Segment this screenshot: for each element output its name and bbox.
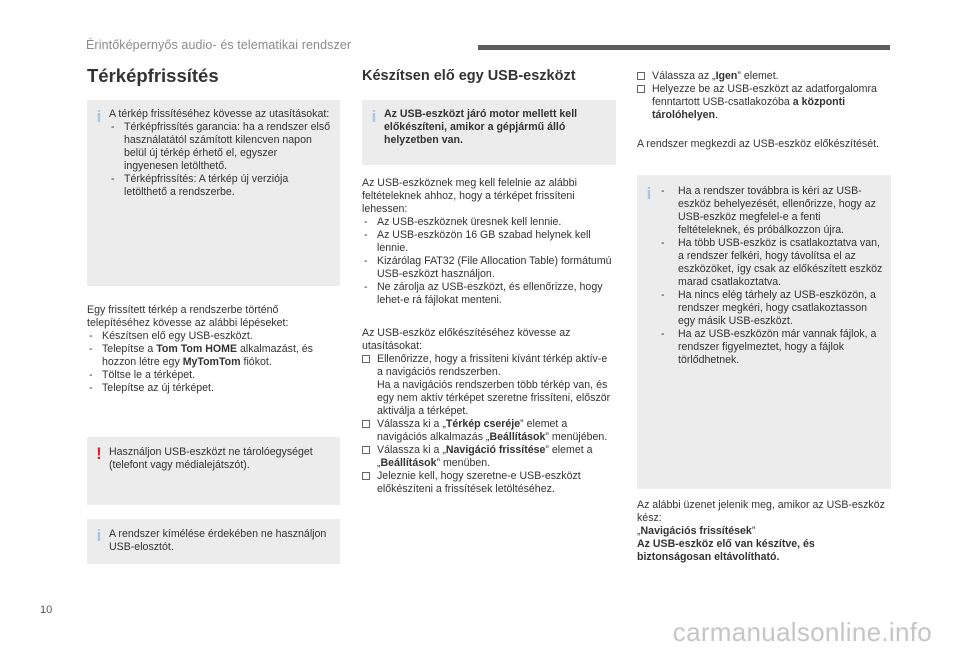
section-title-prepare-usb: Készítsen elő egy USB-eszközt — [362, 68, 576, 84]
info-box-troubleshoot — [637, 175, 891, 489]
info-box-item: - Térképfrissítés: A térkép új verziója letölthető a rendszerbe. — [109, 173, 334, 199]
header-rule — [478, 45, 890, 50]
info-text: Az USB-eszközt járó motor mellett kell előkészíteni, amikor a gépjármű álló helyzetben van. — [384, 108, 578, 146]
section-title-map-update: Térképfrissítés — [87, 65, 219, 86]
column-prepare-usb — [362, 64, 616, 496]
usb-requirement: - Az USB-eszközön 16 GB szabad helynek kell lennie. — [362, 229, 616, 255]
troubleshoot-item: - Ha több USB-eszköz is csatlakoztatva van, a rendszer felkéri, hogy távolítsa el az eszközöket, így csak az előkészített eszköz marad csatlakoztatva. — [659, 237, 885, 289]
info-icon: i — [96, 526, 102, 545]
running-header: Érintőképernyős audio- és telematikai rendszer — [86, 38, 352, 52]
warning-text: Használjon USB-eszközt ne tárolóegységet (telefont vagy médialejátszót). — [109, 446, 313, 471]
checkbox-icon — [362, 446, 370, 454]
usb-prep-start: A rendszer megkezdi az USB-eszköz előkészítését. — [637, 138, 879, 150]
info-icon: i — [96, 107, 102, 126]
usb-prep-step: Helyezze be az USB-eszközt az adatforgalomra fenntartott USB-csatlakozóba a központi tárolóhelyen. — [637, 83, 891, 122]
checkbox-icon — [362, 420, 370, 428]
info-box-intro: A térkép frissítéséhez kövesse az utasításokat: — [109, 108, 330, 120]
page-number: 10 — [40, 604, 53, 616]
checkbox-icon — [362, 355, 370, 363]
install-step: - Készítsen elő egy USB-eszközt. — [87, 330, 340, 343]
install-step: - Töltse le a térképet. — [87, 369, 340, 382]
final-message-intro: Az alábbi üzenet jelenik meg, amikor az USB-eszköz kész: — [637, 499, 885, 524]
checkbox-icon — [637, 72, 645, 80]
info-icon: i — [646, 184, 652, 203]
final-message-title: „Navigációs frissítések” — [637, 525, 756, 537]
usb-requirement: - Az USB-eszköznek üresnek kell lennie. — [362, 216, 616, 229]
warning-box-usb — [87, 437, 340, 505]
usb-requirement: - Ne zárolja az USB-eszközt, és ellenőrizze, hogy lehet-e rá fájlokat menteni. — [362, 281, 616, 307]
checkbox-icon — [362, 472, 370, 480]
info-box-usb-hub — [87, 519, 340, 564]
checkbox-icon — [637, 85, 645, 93]
usb-requirement: - Kizárólag FAT32 (File Allocation Table) formátumú USB-eszközt használjon. — [362, 255, 616, 281]
info-box-map-update — [87, 100, 340, 286]
watermark: carmanualsonline.info — [672, 617, 932, 647]
usb-prep-step: Válassza az „Igen” elemet. — [637, 70, 891, 83]
usb-prep-step: Jelezniе kell, hogy szeretne-e USB-eszközt előkészíteni a frissítések letöltéséhez. — [362, 470, 616, 496]
usb-requirements-intro: Az USB-eszköznek meg kell felelnie az alábbi feltételeknek ahhoz, hogy a térképet frissíteni lehessen: — [362, 177, 577, 215]
info-text: A rendszer kímélése érdekében ne használjon USB-elosztót. — [109, 528, 327, 553]
troubleshoot-item: - Ha nincs elég tárhely az USB-eszközön, a rendszer megkéri, hogy csatlakoztasson egy másik USB-eszközt. — [659, 289, 885, 328]
info-icon: i — [371, 107, 377, 126]
troubleshoot-item: - Ha az USB-eszközön már vannak fájlok, a rendszer figyelmeztet, hogy a fájlok törlődhetnek. — [659, 328, 885, 367]
troubleshoot-item: - Ha a rendszer továbbra is kéri az USB-eszköz behelyezését, ellenőrizze, hogy az USB-eszköz megfelel-e a fenti feltételeknek, és próbálkozzon újra. — [659, 185, 885, 237]
info-box-item: - Térképfrissítés garancia: ha a rendszer első használatától számított kilencven napon belül új térkép érhető el, egyszer ingyenesen letölthető. — [109, 121, 334, 173]
warning-icon: ! — [96, 444, 102, 463]
install-step: - Telepítse az új térképet. — [87, 382, 340, 395]
usb-prep-step: Válassza ki a „Navigáció frissítése” elemet a „Beállítások” menüben. — [362, 444, 616, 470]
final-message-body: Az USB-eszköz elő van készítve, és biztonságosan eltávolítható. — [637, 538, 815, 563]
usb-prep-step: Válassza ki a „Térkép cseréje” elemet a navigációs alkalmazás „Beállítások” menüjében. — [362, 418, 616, 444]
column-prepare-usb-cont — [637, 70, 891, 564]
column-map-update — [87, 64, 340, 564]
install-steps-intro: Egy frissített térkép a rendszerbe történő telepítéséhez kövesse az alábbi lépéseket: — [87, 304, 289, 329]
usb-prep-intro: Az USB-eszköz előkészítéséhez kövesse az utasításokat: — [362, 327, 571, 352]
usb-prep-step: Ellenőrizze, hogy a frissíteni kívánt térkép aktív-e a navigációs rendszerben. Ha a navigációs rendszerben több térkép van, és egy nem aktív térképet szeretne frissíteni, először aktiválja a térképet. — [362, 353, 616, 418]
install-step: - Telepítse a Tom Tom HOME alkalmazást, és hozzon létre egy MyTomTom fiókot. — [87, 343, 340, 369]
info-box-engine — [362, 100, 616, 165]
